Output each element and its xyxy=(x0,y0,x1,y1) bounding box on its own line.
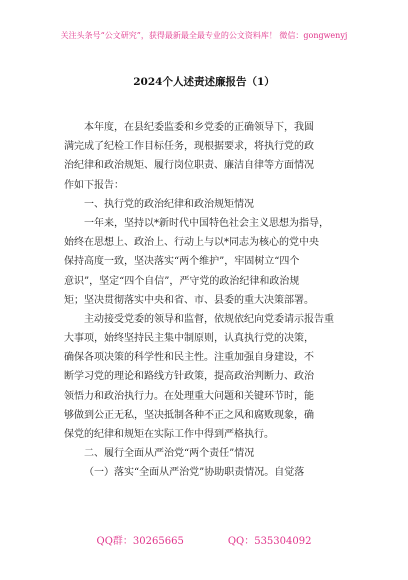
body-line: （一）落实“全面从严治党”协助职责情况。自觉落 xyxy=(84,467,305,479)
body-line: 治纪律和政治规矩、履行岗位职责、廉洁自律等方面情况 xyxy=(64,160,314,172)
qq-number: QQ：535304092 xyxy=(227,536,312,547)
body-line: 断学习党的理论和路线方针政策，提高政治判断力、政治 xyxy=(64,371,314,383)
body-line: 一、执行党的政治纪律和政治规矩情况 xyxy=(84,198,254,210)
document-title: 2024个人述责述廉报告（1） xyxy=(133,76,275,88)
body-line: 意识”，坚定“四个自信”，严守党的政治纪律和政治规 xyxy=(64,275,300,287)
body-line: 主动接受党委的领导和监督，依规依纪向党委请示报告重 xyxy=(84,313,334,325)
body-line: 一年来，坚持以*新时代中国特色社会主义思想为指导， xyxy=(84,217,329,229)
body-line: 矩；坚决贯彻落实中央和省、市、县委的重大决策部署。 xyxy=(64,294,314,306)
body-line: 始终在思想上、政治上、行动上与以*同志为核心的党中央 xyxy=(64,237,319,249)
body-line: 确保各项决策的科学性和民主性。注重加强自身建设，不 xyxy=(64,352,314,364)
body-line: 领悟力和政治执行力。在处理重大问题和关键环节时，能 xyxy=(64,390,314,402)
body-line: 满完成了纪检工作目标任务，现根据要求，将执行党的政 xyxy=(64,141,314,153)
body-line: 够做到公正无私，坚决抵制各种不正之风和腐败现象，确 xyxy=(64,409,314,421)
body-line: 本年度，在县纪委监委和乡党委的正确领导下，我圆 xyxy=(84,122,314,133)
contact-footer xyxy=(0,532,408,547)
body-line: 作如下报告： xyxy=(64,179,124,191)
qq-group-number: QQ群：30265665 xyxy=(96,536,184,547)
promo-header: 关注头条号“公文研究”，获得最新最全最专业的公文资料库！ 微信：gongwenyj xyxy=(60,31,348,40)
body-line: 大事项，始终坚持民主集中制原则，认真执行党的决策， xyxy=(64,333,314,345)
body-line: 保持高度一致，坚决落实“两个维护”，牢固树立“四个 xyxy=(64,256,300,268)
body-line: 保党的纪律和规矩在实际工作中得到严格执行。 xyxy=(64,429,274,440)
body-line: 二、履行全面从严治党“两个责任”情况 xyxy=(84,448,255,460)
document-body xyxy=(64,118,346,483)
